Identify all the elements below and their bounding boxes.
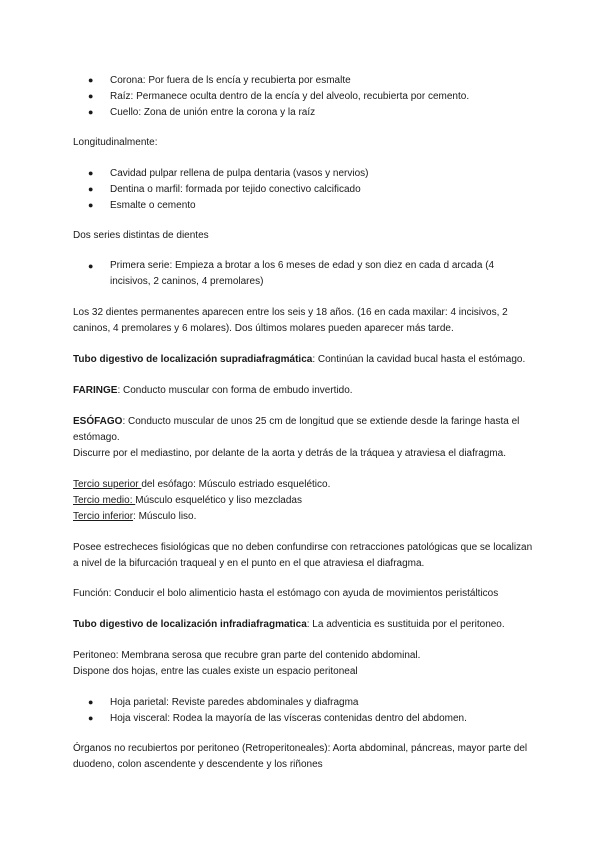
bullet-icon: ● xyxy=(88,200,94,210)
paragraph-permanent-teeth: Los 32 dientes permanentes aparecen entre los seis y 18 años. (16 en cada maxilar: 4 incisivos, 2 caninos, 4 premolares y 6 molares). Dos últimos molares pueden aparecer más tarde. xyxy=(73,307,508,334)
list-item: ● Raíz: Permanece oculta dentro de la encía y del alveolo, recubierta por cemento. xyxy=(88,88,469,105)
paragraph-estrecheces: Posee estrecheces fisiológicas que no deben confundirse con retracciones patológicas que se localizan a nivel de la bifurcación traqueal y en el punto en el que atraviesa el diafragma. xyxy=(73,542,533,569)
paragraph-supradiafragmatica: Tubo digestivo de localización supradiafragmática: Continúan la cavidad bucal hasta el estómago. xyxy=(73,354,526,365)
section-heading: FARINGE xyxy=(73,385,118,396)
paragraph-funcion: Función: Conducir el bolo alimenticio hasta el estómago con ayuda de movimientos peristálticos xyxy=(73,588,499,599)
paragraph-peritoneo: Peritoneo: Membrana serosa que recubre gran parte del contenido abdominal. xyxy=(73,650,421,661)
list-item: ● Esmalte o cemento xyxy=(88,197,196,214)
list-item: ● Primera serie: Empieza a brotar a los 6 meses de edad y son diez en cada d arcada (4 incisivos, 2 caninos, 4 premolares) xyxy=(88,260,495,287)
series-label: Dos series distintas de dientes xyxy=(73,230,209,241)
list-item: ● Corona: Por fuera de ls encía y recubierta por esmalte xyxy=(88,72,351,89)
longitudinal-label: Longitudinalmente: xyxy=(73,137,158,148)
list-item: ● Cuello: Zona de unión entre la corona y la raíz xyxy=(88,104,315,121)
section-heading: Tubo digestivo de localización infradiafragmatica xyxy=(73,619,307,630)
list-item: ● Hoja visceral: Rodea la mayoría de las vísceras contenidas dentro del abdomen. xyxy=(88,710,467,727)
bullet-icon: ● xyxy=(88,713,94,723)
section-heading: ESÓFAGO xyxy=(73,416,123,427)
tercio-inferior: Tercio inferior: Músculo liso. xyxy=(73,511,197,522)
list-item: ● Dentina o marfil: formada por tejido conectivo calcificado xyxy=(88,181,361,198)
list-item: ● Hoja parietal: Reviste paredes abdominales y diafragma xyxy=(88,694,358,711)
paragraph-organos: Órganos no recubiertos por peritoneo (Retroperitoneales): Aorta abdominal, páncreas, mayor parte del duodeno, colon ascendente y descendente y los riñones xyxy=(73,743,528,770)
paragraph-infradiafragmatica: Tubo digestivo de localización infradiafragmatica: La adventicia es sustituida por el peritoneo. xyxy=(73,619,505,630)
section-heading: Tubo digestivo de localización supradiafragmática xyxy=(73,354,313,365)
bullet-icon: ● xyxy=(88,107,94,117)
bullet-icon: ● xyxy=(88,168,94,178)
tercio-medio: Tercio medio: Músculo esquelético y liso mezcladas xyxy=(73,495,302,506)
bullet-icon: ● xyxy=(88,75,94,85)
paragraph-peritoneo-2: Dispone dos hojas, entre las cuales existe un espacio peritoneal xyxy=(73,666,358,677)
bullet-icon: ● xyxy=(88,91,94,101)
tercio-superior: Tercio superior del esófago: Músculo estriado esquelético. xyxy=(73,479,331,490)
bullet-icon: ● xyxy=(88,697,94,707)
bullet-icon: ● xyxy=(88,261,94,271)
paragraph-faringe: FARINGE: Conducto muscular con forma de embudo invertido. xyxy=(73,385,353,396)
bullet-icon: ● xyxy=(88,184,94,194)
paragraph-esofago: ESÓFAGO: Conducto muscular de unos 25 cm de longitud que se extiende desde la faringe hasta el estómago. xyxy=(73,416,520,443)
paragraph-esofago-2: Discurre por el mediastino, por delante de la aorta y detrás de la tráquea y atraviesa el diafragma. xyxy=(73,448,507,459)
list-item: ● Cavidad pulpar rellena de pulpa dentaria (vasos y nervios) xyxy=(88,165,368,182)
